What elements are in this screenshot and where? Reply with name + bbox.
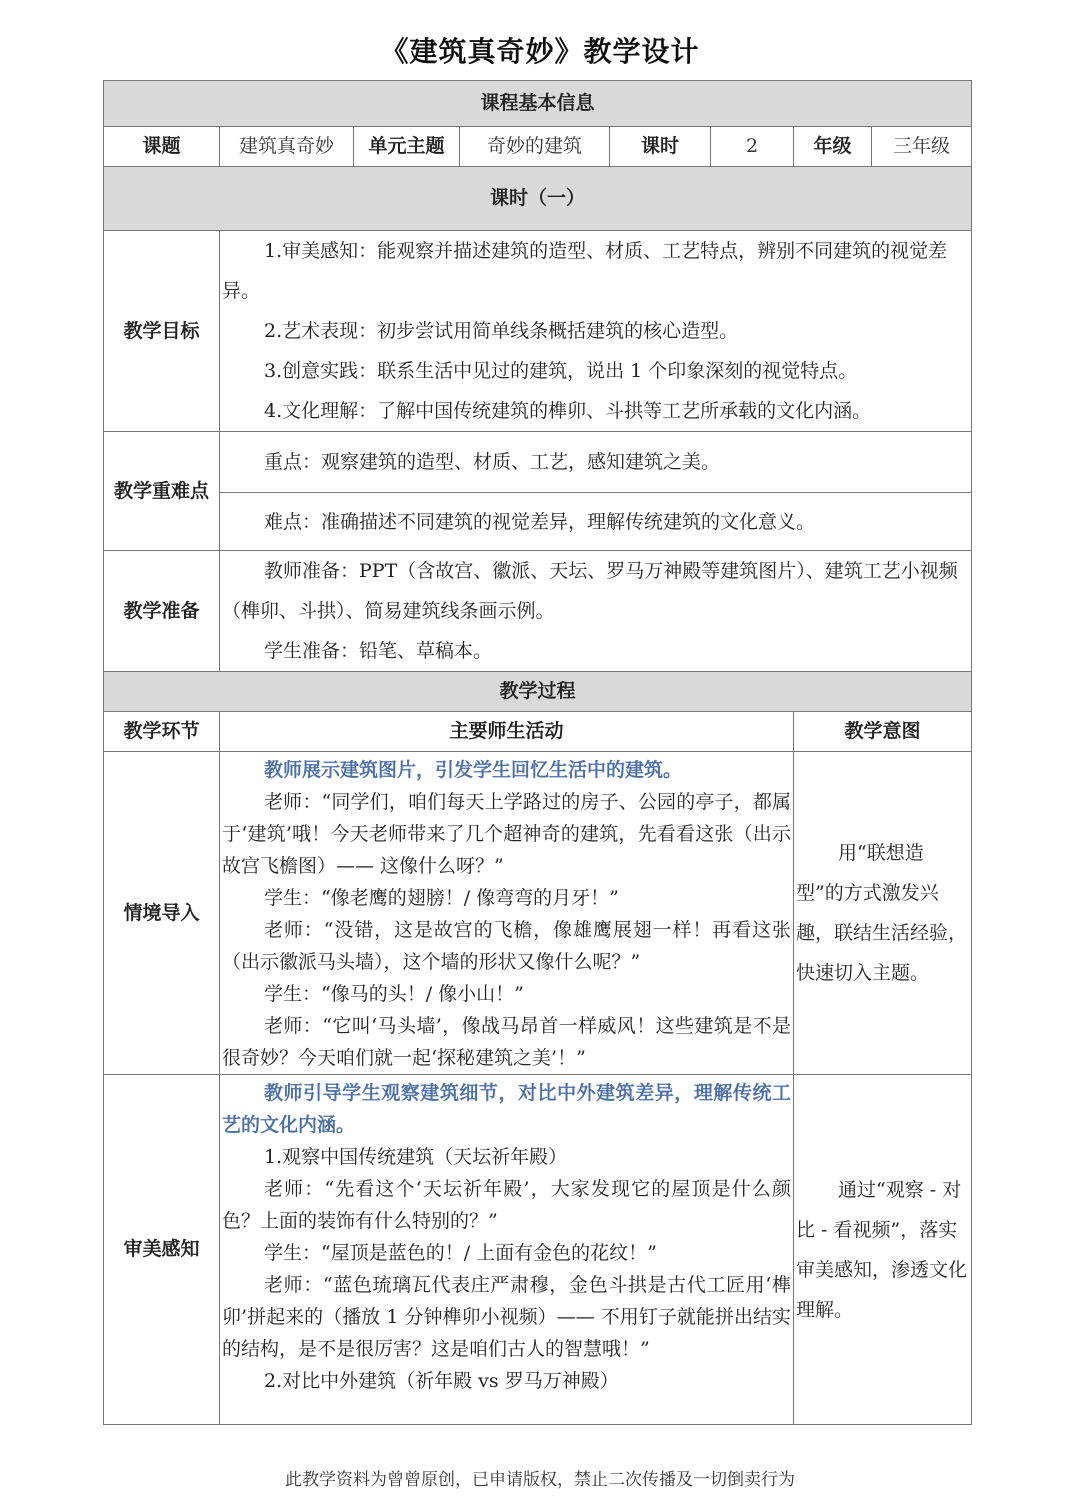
process-header: 教学过程 — [104, 672, 972, 712]
lesson-plan-table — [103, 80, 972, 1425]
activity-line: 学生：“屋顶是蓝色的！/ 上面有金色的花纹！” — [264, 1242, 657, 1264]
activity-line: 1.观察中国传统建筑（天坛祈年殿） — [264, 1146, 568, 1168]
intent-cell — [794, 752, 972, 1075]
basic-info-header-row — [104, 81, 972, 127]
activity-line: 老师：“它叫‘马头墙’，像战马昂首一样威风！这些建筑是不是很奇妙？今天咱们就一起‘探秘建筑之美’！” — [222, 1015, 791, 1069]
copyright-footer: 此教学资料为曾曾原创，已申请版权，禁止二次传播及一切倒卖行为 — [285, 1470, 795, 1490]
stage-label: 情境导入 — [104, 752, 220, 1075]
basic-info-row — [104, 127, 972, 167]
activity-lead: 教师引导学生观察建筑细节，对比中外建筑差异，理解传统工艺的文化内涵。 — [222, 1082, 791, 1136]
col-intent-header: 教学意图 — [794, 712, 972, 752]
activity-line: 老师：“蓝色琉璃瓦代表庄严肃穆，金色斗拱是古代工匠用‘榫卯’拼起来的（播放 1 分钟榫卯小视频）—— 不用钉子就能拼出结实的结构，是不是很厉害？这是咱们古人的智慧哦！” — [222, 1274, 791, 1360]
difficulty-cell — [220, 493, 972, 551]
activity-line: 老师：“先看这个‘天坛祈年殿’，大家发现它的屋顶是什么颜色？上面的装饰有什么特别的？” — [222, 1178, 791, 1232]
topic-value: 建筑真奇妙 — [220, 127, 354, 167]
basic-info-header: 课程基本信息 — [104, 81, 972, 127]
focus-row — [104, 432, 972, 493]
activity-cell — [220, 752, 794, 1075]
activity-line: 老师：“同学们，咱们每天上学路过的房子、公园的亭子，都属于‘建筑’哦！今天老师带来了几个超神奇的建筑，先看看这张（出示故宫飞檐图）—— 这像什么呀？” — [222, 791, 791, 877]
objective-item: 2.艺术表现：初步尝试用简单线条概括建筑的核心造型。 — [264, 320, 739, 342]
grade-label: 年级 — [794, 127, 872, 167]
lesson-header-row — [104, 167, 972, 231]
activity-cell — [220, 1075, 794, 1425]
objectives-row — [104, 231, 972, 432]
difficulty-text: 难点：准确描述不同建筑的视觉差异，理解传统建筑的文化意义。 — [264, 510, 816, 533]
hours-label: 课时 — [610, 127, 711, 167]
preparation-content — [220, 551, 972, 672]
process-header-row — [104, 672, 972, 712]
preparation-label: 教学准备 — [104, 551, 220, 672]
objectives-label: 教学目标 — [104, 231, 220, 432]
intent-text: 用“联想造型”的方式激发兴趣，联结生活经验，快速切入主题。 — [796, 842, 968, 984]
lesson-header: 课时（一） — [104, 167, 972, 231]
focus-cell — [220, 432, 972, 493]
topic-label: 课题 — [104, 127, 220, 167]
stage-label: 审美感知 — [104, 1075, 220, 1425]
student-preparation: 学生准备：铅笔、草稿本。 — [264, 640, 493, 662]
focus-text: 重点：观察建筑的造型、材质、工艺，感知建筑之美。 — [264, 451, 721, 473]
key-points-label: 教学重难点 — [104, 432, 220, 551]
grade-value: 三年级 — [872, 127, 972, 167]
document-title: 《建筑真奇妙》教学设计 — [380, 35, 700, 68]
process-columns-row — [104, 712, 972, 752]
difficulty-row — [104, 493, 972, 551]
activity-line: 老师：“没错，这是故宫的飞檐，像雄鹰展翅一样！再看这张（出示徽派马头墙），这个墙的形状又像什么呢？” — [222, 919, 791, 973]
col-activity-header: 主要师生活动 — [220, 712, 794, 752]
activity-lead: 教师展示建筑图片，引发学生回忆生活中的建筑。 — [264, 759, 683, 781]
col-stage-header: 教学环节 — [104, 712, 220, 752]
objective-item: 4.文化理解：了解中国传统建筑的榫卯、斗拱等工艺所承载的文化内涵。 — [264, 400, 872, 422]
objective-item: 3.创意实践：联系生活中见过的建筑，说出 1 个印象深刻的视觉特点。 — [264, 360, 858, 382]
intent-text: 通过“观察 - 对比 - 看视频”，落实审美感知，渗透文化理解。 — [796, 1178, 968, 1321]
teacher-preparation: 教师准备：PPT（含故宫、徽派、天坛、罗马万神殿等建筑图片）、建筑工艺小视频（榫卯、斗拱）、简易建筑线条画示例。 — [222, 560, 958, 622]
activity-line: 学生：“像马的头！/ 像小山！” — [264, 983, 524, 1005]
unit-value: 奇妙的建筑 — [460, 127, 610, 167]
objectives-content — [220, 231, 972, 432]
preparation-row — [104, 551, 972, 672]
process-row — [104, 752, 972, 1075]
activity-line: 2.对比中外建筑（祈年殿 vs 罗马万神殿） — [264, 1370, 619, 1392]
unit-label: 单元主题 — [354, 127, 460, 167]
process-row — [104, 1075, 972, 1425]
objective-item: 1.审美感知：能观察并描述建筑的造型、材质、工艺特点，辨别不同建筑的视觉差异。 — [222, 240, 948, 302]
hours-value: 2 — [711, 127, 794, 167]
intent-cell — [794, 1075, 972, 1425]
activity-line: 学生：“像老鹰的翅膀！/ 像弯弯的月牙！” — [264, 887, 619, 909]
